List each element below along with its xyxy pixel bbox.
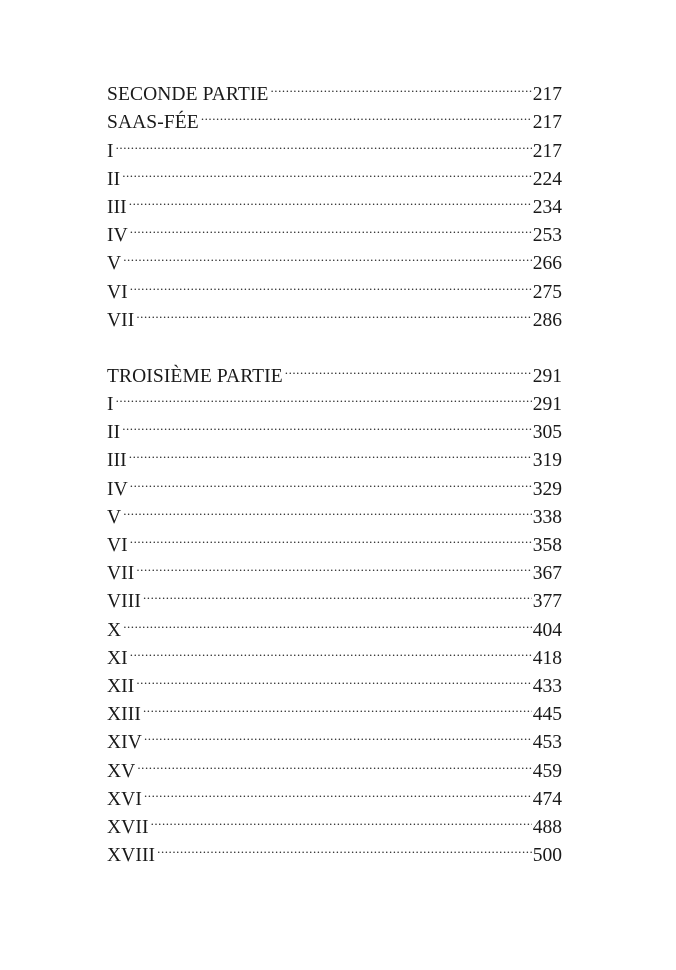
toc-entry-page: 329 — [532, 478, 562, 500]
toc-entry-page: 338 — [532, 506, 562, 528]
dot-leader — [271, 72, 532, 100]
toc-entry-label: SAAS-FÉE — [107, 112, 199, 134]
toc-entry[interactable] — [107, 720, 562, 754]
toc-entry-label: I — [107, 394, 114, 416]
toc-entry[interactable] — [107, 298, 562, 331]
toc-entry[interactable] — [107, 748, 562, 782]
toc-entry-label: IV — [107, 225, 128, 247]
toc-entry[interactable] — [107, 495, 562, 528]
toc-entry-label: VI — [107, 281, 128, 303]
dot-leader — [130, 466, 532, 494]
toc-entry[interactable] — [107, 805, 562, 838]
toc-entry-page: 488 — [532, 816, 562, 838]
toc-entry-page: 291 — [532, 365, 562, 387]
toc-entry[interactable] — [107, 269, 562, 303]
toc-entry[interactable] — [107, 213, 562, 247]
toc-entry[interactable] — [107, 692, 562, 726]
toc-entry[interactable] — [107, 241, 562, 275]
toc-entry-label: XVI — [107, 788, 142, 810]
dot-leader — [143, 579, 532, 607]
toc-entry[interactable] — [107, 664, 562, 697]
dot-leader — [122, 410, 532, 438]
toc-entry-page: 459 — [532, 760, 562, 782]
dot-leader — [130, 269, 532, 297]
toc-entry[interactable] — [107, 410, 562, 444]
dot-leader — [123, 607, 532, 635]
dot-leader — [201, 100, 532, 128]
toc-entry-page: 319 — [532, 450, 562, 472]
toc-entry[interactable] — [107, 72, 562, 106]
toc-entry-page: 217 — [532, 112, 562, 134]
table-of-contents — [107, 72, 562, 867]
dot-leader — [144, 720, 532, 748]
dot-leader — [157, 833, 532, 861]
toc-entry[interactable] — [107, 523, 562, 556]
toc-entry-label: IV — [107, 478, 128, 500]
dot-leader — [123, 241, 532, 269]
toc-entry-label: XIII — [107, 704, 141, 726]
toc-entry-page: 286 — [532, 309, 562, 331]
toc-entry-label: SECONDE PARTIE — [107, 84, 269, 106]
toc-entry-label: TROISIÈME PARTIE — [107, 365, 283, 387]
toc-entry-label: VI — [107, 535, 128, 556]
toc-entry-page: 253 — [532, 225, 562, 247]
toc-entry-page: 224 — [532, 168, 562, 190]
toc-entry-page: 404 — [532, 619, 562, 641]
toc-entry-page: 275 — [532, 281, 562, 303]
dot-leader — [129, 438, 532, 466]
dot-leader — [144, 777, 532, 805]
toc-entry-label: XV — [107, 760, 136, 782]
toc-entry[interactable] — [107, 777, 562, 810]
dot-leader — [143, 692, 532, 720]
toc-entry-page: 266 — [532, 253, 562, 275]
toc-entry-label: I — [107, 140, 114, 162]
toc-entry-label: III — [107, 450, 127, 472]
toc-entry-page: 234 — [532, 196, 562, 218]
toc-entry-label: III — [107, 196, 127, 218]
toc-entry[interactable] — [107, 636, 562, 669]
dot-leader — [136, 298, 531, 326]
dot-leader — [285, 354, 532, 382]
toc-entry-label: X — [107, 619, 122, 641]
toc-entry[interactable] — [107, 438, 562, 472]
toc-entry-page: 445 — [532, 704, 562, 726]
dot-leader — [123, 495, 532, 523]
toc-entry-page: 217 — [532, 140, 562, 162]
toc-entry-label: VIII — [107, 591, 141, 613]
dot-leader — [129, 185, 532, 213]
toc-entry[interactable] — [107, 382, 562, 416]
toc-entry[interactable] — [107, 157, 562, 190]
toc-entry[interactable] — [107, 579, 562, 613]
toc-entry-label: XI — [107, 647, 128, 669]
dot-leader — [116, 128, 532, 156]
dot-leader — [130, 523, 532, 551]
toc-entry-label: XVIII — [107, 845, 156, 867]
toc-entry[interactable] — [107, 833, 562, 867]
toc-entry-label: XVII — [107, 816, 149, 838]
dot-leader — [116, 382, 532, 410]
toc-entry-page: 358 — [532, 535, 562, 556]
toc-entry-label: XIV — [107, 732, 142, 754]
dot-leader — [130, 213, 532, 241]
dot-leader — [130, 636, 532, 664]
toc-entry-page: 433 — [532, 675, 562, 697]
toc-entry-label: XII — [107, 675, 135, 697]
toc-entry-page: 500 — [532, 845, 562, 867]
toc-entry-page: 217 — [532, 84, 562, 106]
dot-leader — [137, 748, 531, 776]
toc-entry-label: VII — [107, 309, 135, 331]
toc-entry[interactable] — [107, 607, 562, 641]
toc-entry-page: 453 — [532, 732, 562, 754]
dot-leader — [136, 551, 531, 579]
toc-entry-page: 305 — [532, 422, 562, 444]
toc-entry-label: II — [107, 422, 121, 444]
toc-entry-label: II — [107, 168, 121, 190]
toc-entry-page: 418 — [532, 647, 562, 669]
toc-section-seconde-partie — [107, 72, 562, 331]
toc-entry-label: V — [107, 253, 122, 275]
toc-entry-page: 291 — [532, 394, 562, 416]
toc-entry-label: VII — [107, 563, 135, 585]
toc-entry-page: 377 — [532, 591, 562, 613]
toc-entry-label: V — [107, 506, 122, 528]
toc-entry[interactable] — [107, 185, 562, 218]
toc-entry[interactable] — [107, 466, 562, 500]
toc-entry[interactable] — [107, 128, 562, 162]
toc-entry-page: 474 — [532, 788, 562, 810]
dot-leader — [151, 805, 532, 833]
toc-entry[interactable] — [107, 354, 562, 387]
dot-leader — [122, 157, 532, 185]
toc-entry[interactable] — [107, 551, 562, 585]
toc-section-troisieme-partie — [107, 354, 562, 867]
toc-entry-page: 367 — [532, 563, 562, 585]
dot-leader — [136, 664, 531, 692]
